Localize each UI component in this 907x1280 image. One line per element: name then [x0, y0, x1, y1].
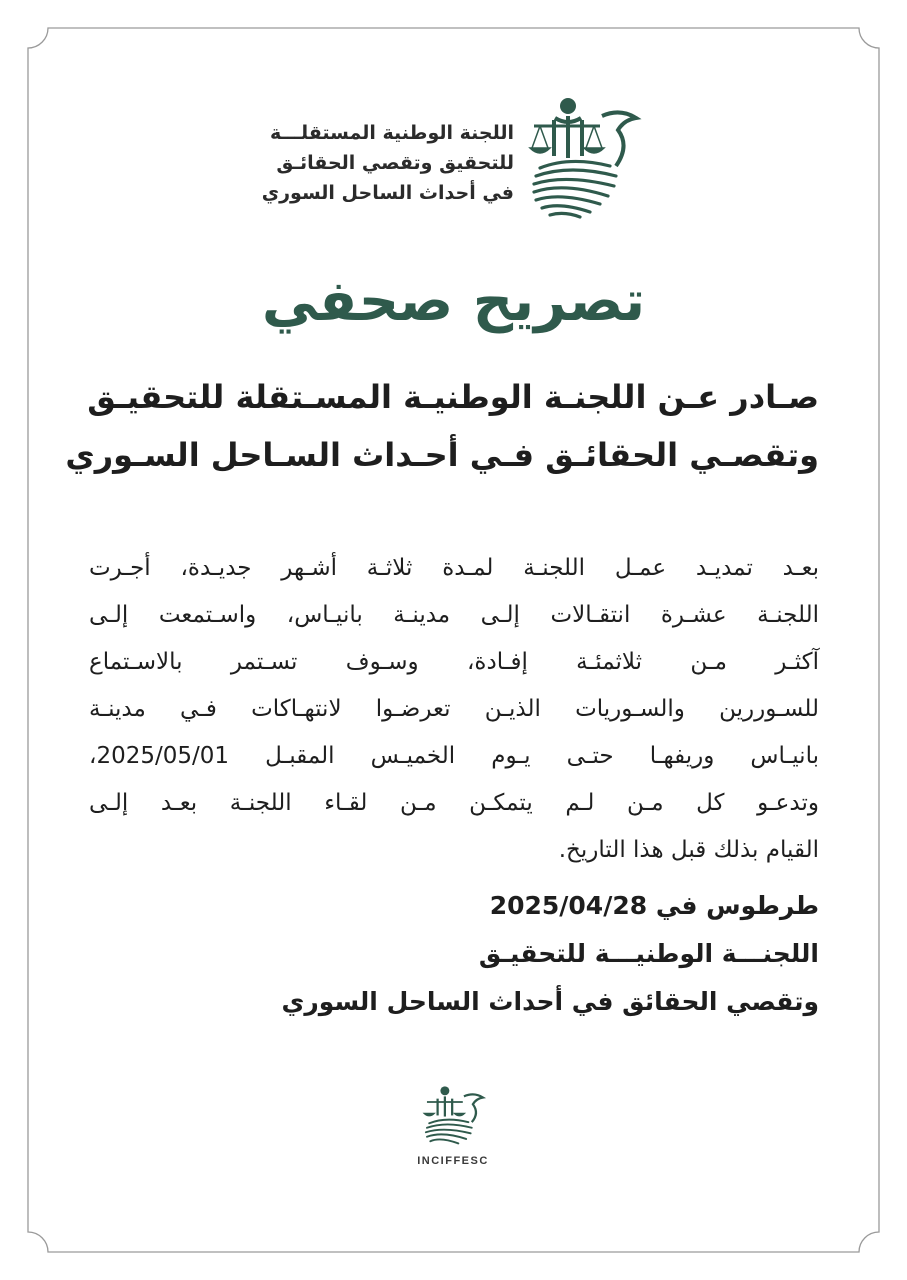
scales-of-justice-map-icon: [520, 96, 645, 221]
subtitle-line: وتقصـي الحقائـق فـي أحـداث السـاحل السـوري: [65, 436, 819, 474]
signature-org-line: اللجنـــة الوطنيـــة للتحقيـق: [478, 939, 819, 968]
header: [0, 96, 907, 226]
org-name-line: في أحداث الساحل السوري: [261, 182, 514, 204]
body-line: وتدعـو كل مـن لـم يتمكـن مـن لقـاء اللجنـة بعـد إلـى: [89, 790, 819, 816]
org-name-line: للتحقيق وتقصي الحقائـق: [276, 152, 514, 174]
org-name-line: اللجنة الوطنية المستقلـــة: [269, 122, 514, 144]
subtitle-line: صـادر عـن اللجنـة الوطنيـة المسـتقلة للتحقيـق: [87, 378, 819, 416]
statement-body: [89, 545, 819, 874]
body-line: اللجنـة عشـرة انتقـالات إلـى مدينـة بانيـاس، واسـتمعت إلـى: [89, 602, 819, 628]
footer: [393, 1085, 513, 1167]
scales-of-justice-map-icon: [418, 1085, 488, 1147]
signature-block: [281, 882, 819, 1026]
body-line: بعـد تمديـد عمـل اللجنـة لمـدة ثلاثـة أشـهر جديـدة، أجـرت: [89, 555, 819, 581]
body-line: آكثـر مـن ثلاثمئـة إفـادة، وسـوف تسـتمر بالاسـتماع: [89, 649, 819, 675]
body-line: بانيـاس وريفهـا حتـى يـوم الخميـس المقبـل 2025/05/01،: [89, 743, 819, 769]
signature-org-line: وتقصي الحقائق في أحداث الساحل السوري: [281, 987, 819, 1016]
page-title: تصريح صحفي: [261, 269, 646, 334]
subtitle: [65, 368, 819, 484]
body-line: القيام بذلك قبل هذا التاريخ.: [558, 837, 819, 863]
footer-label: INCIFFESC: [417, 1155, 489, 1167]
org-name: [262, 118, 514, 208]
place-date: طرطوس في 2025/04/28: [489, 891, 819, 920]
body-line: للسـوررين والسـوريات الذيـن تعرضـوا لانتهـاكات فـي مدينـة: [89, 696, 819, 722]
